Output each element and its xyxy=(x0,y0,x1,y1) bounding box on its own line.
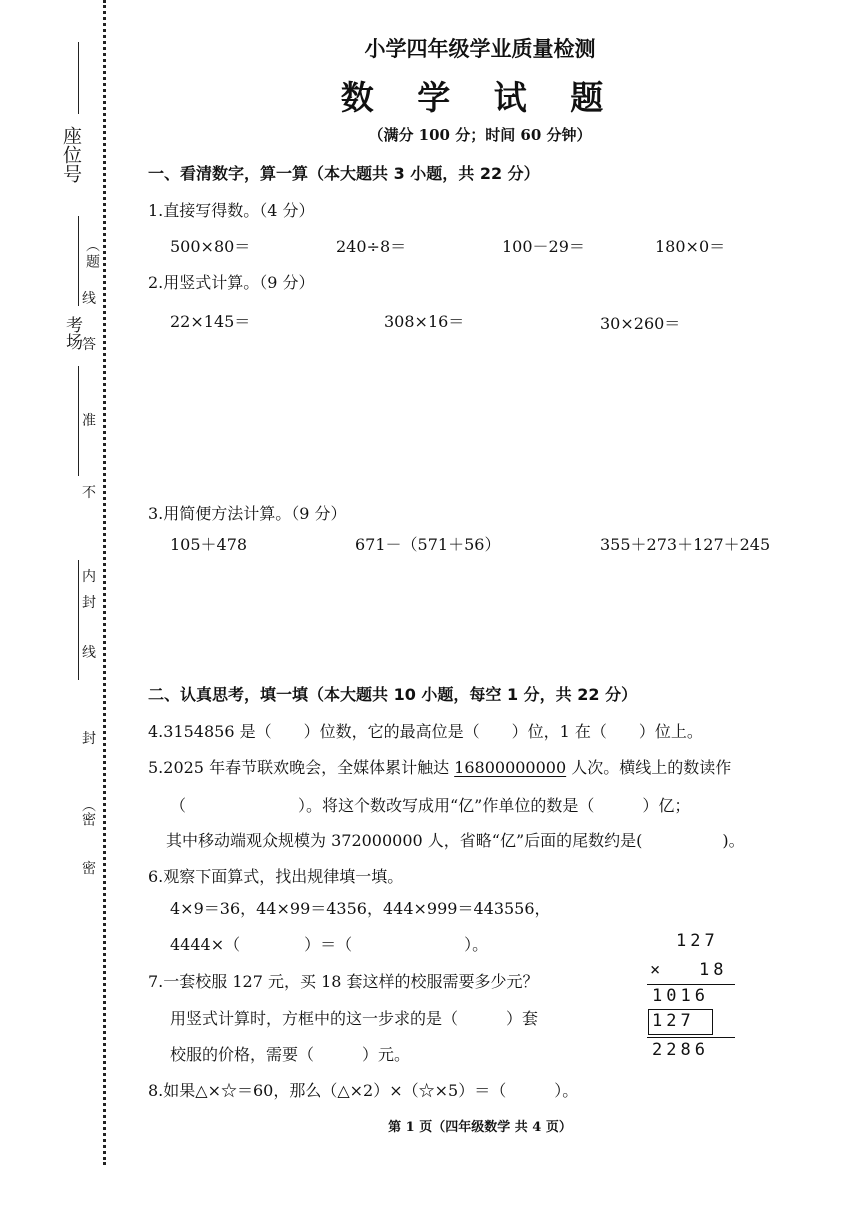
q2-label: 2.用竖式计算。（9 分） xyxy=(148,273,315,292)
vertical-rule-1 xyxy=(647,984,735,985)
vertical-partial-product-1: 1016 xyxy=(652,986,709,1006)
q7-line2: 用竖式计算时，方框中的这一步求的是（ ）套 xyxy=(170,1009,539,1028)
part1-heading: 一、看清数字，算一算（本大题共 3 小题，共 22 分） xyxy=(148,164,540,183)
vertical-result: 2286 xyxy=(652,1040,709,1060)
q1-expr-4: 180×0＝ xyxy=(655,237,726,256)
q1-expr-2: 240÷8＝ xyxy=(336,237,407,256)
name-underline xyxy=(78,560,79,680)
q1-expr-3: 100－29＝ xyxy=(502,237,585,256)
q6-label: 6.观察下面算式，找出规律填一填。 xyxy=(148,867,404,886)
vertical-times-sign: × xyxy=(650,960,665,980)
seal-char-1: （ xyxy=(84,238,100,252)
q5-line2: （ ）。将这个数改写成用“亿”作单位的数是（ ）亿； xyxy=(170,796,691,815)
q2-expr-2: 308×16＝ xyxy=(384,312,465,331)
q5-line1-start: 5.2025 年春节联欢晚会，全媒体累计触达 xyxy=(148,758,455,777)
part2-heading: 二、认真思考，填一填（本大题共 10 小题，每空 1 分，共 22 分） xyxy=(148,685,638,704)
q7-label: 7.一套校服 127 元，买 18 套这样的校服需要多少元？ xyxy=(148,972,539,991)
binding-dotted-line xyxy=(103,0,106,1165)
seal-char-8: 封 xyxy=(82,595,96,611)
q5-line3: 其中移动端观众规模为 372000000 人，省略“亿”后面的尾数约是( )。 xyxy=(166,831,745,850)
q4-text: 4.3154856 是（ ）位数，它的最高位是（ ）位，1 在（ ）位上。 xyxy=(148,722,703,741)
q3-label: 3.用简便方法计算。（9 分） xyxy=(148,504,347,523)
q6-line1: 4×9＝36，44×99＝4356，444×999＝443556， xyxy=(170,899,551,918)
q5-line1-end: 人次。横线上的数读作 xyxy=(566,758,732,777)
seal-char-3: 线 xyxy=(82,291,96,307)
vertical-partial-product-2: 127 xyxy=(652,1011,695,1031)
seal-char-7: 内 xyxy=(82,569,96,585)
q5-line1 xyxy=(148,755,731,778)
seal-char-12: 密 xyxy=(82,861,96,877)
seal-char-6: 不 xyxy=(82,485,96,501)
q3-expr-3: 355＋273＋127＋245 xyxy=(600,535,771,554)
vertical-multiplicand: 127 xyxy=(676,931,719,951)
page-footer: 第 1 页（四年级数学 共 4 页） xyxy=(388,1120,572,1135)
q2-expr-3: 30×260＝ xyxy=(600,314,681,333)
class-underline xyxy=(78,366,79,476)
exam-room-label: 考场 xyxy=(62,316,82,350)
q5-underlined-number: 16800000000 xyxy=(454,758,567,777)
q2-expr-1: 22×145＝ xyxy=(170,312,251,331)
q6-line2: 4444×（ ）＝（ ）。 xyxy=(170,935,489,954)
vertical-multiplier: 18 xyxy=(699,960,728,980)
seal-char-2: 题 xyxy=(84,254,100,268)
seal-char-10: 封 xyxy=(82,731,96,747)
q3-expr-1: 105＋478 xyxy=(170,535,248,554)
seal-char-4: 答 xyxy=(82,337,96,353)
seal-char-11: （密 xyxy=(80,798,96,826)
subject-title: 数 学 试 题 xyxy=(340,78,620,117)
q8-text: 8.如果△×☆＝60，那么（△×2）×（☆×5）＝（ ）。 xyxy=(148,1081,579,1100)
seal-char-9: 线 xyxy=(82,645,96,661)
q1-expr-1: 500×80＝ xyxy=(170,237,251,256)
q7-line3: 校服的价格，需要（ ）元。 xyxy=(170,1045,411,1064)
q1-label: 1.直接写得数。（4 分） xyxy=(148,201,315,220)
seal-char-5: 准 xyxy=(82,413,96,429)
exam-info: （满分 100 分；时间 60 分钟） xyxy=(368,126,592,144)
exam-room-underline xyxy=(78,216,79,306)
exam-title: 小学四年级学业质量检测 xyxy=(364,37,596,61)
q3-expr-2: 671－（571＋56） xyxy=(355,535,501,554)
seat-number-label: 座位号 xyxy=(60,126,82,183)
vertical-rule-2 xyxy=(647,1037,735,1038)
